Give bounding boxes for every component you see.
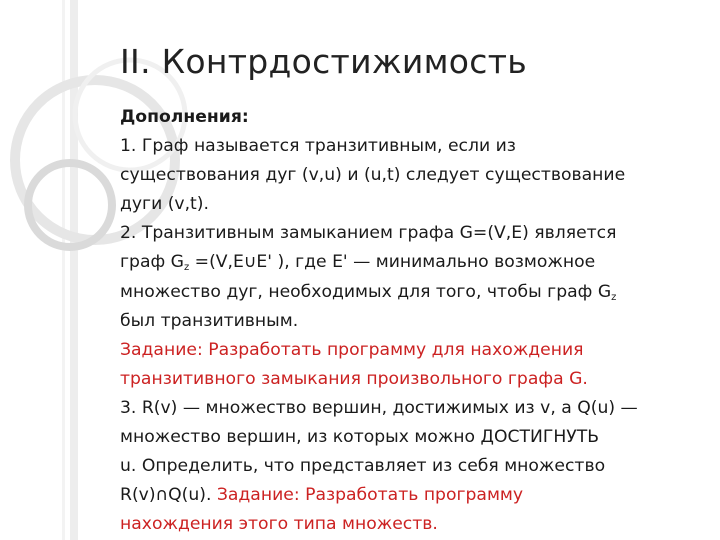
item-2-line-3: [120, 278, 692, 307]
subscript-z-2: z: [611, 291, 617, 303]
graph-gz-text: граф G: [120, 252, 184, 273]
formula-text: =(V,E∪E' ), где E' — минимально возможное: [189, 252, 596, 273]
item-3-line-3: u. Определить, что представляет из себя множество: [120, 456, 606, 477]
edge-set-text: множество дуг, необходимых для того, чтобы граф G: [120, 281, 612, 302]
item-2-line-2: [120, 248, 692, 277]
item-3-line-2: множество вершин, из которых можно ДОСТИГНУТЬ: [120, 427, 600, 448]
item-2-line-4: был транзитивным.: [120, 310, 299, 331]
item-3-line-4: [120, 481, 692, 510]
task-1-line-1: Задание: Разработать программу для нахождения: [120, 339, 584, 360]
task-1-line-2: транзитивного замыкания произвольного графа G.: [120, 368, 588, 389]
intersection-text: R(v)∩Q(u).: [120, 485, 217, 506]
item-2-line-1: 2. Транзитивным замыканием графа G=(V,E) является: [120, 223, 617, 244]
item-1-line-2: существования дуг (v,u) и (u,t) следует существование: [120, 165, 626, 186]
slide-title: II. Контрдостижимость: [120, 42, 528, 81]
slide-body: [120, 103, 692, 539]
task-2-line-2: нахождения этого типа множеств.: [120, 514, 438, 535]
subscript-z: z: [183, 262, 190, 274]
item-1-line-3: дуги (v,t).: [120, 194, 209, 215]
item-1-line-1: 1. Граф называется транзитивным, если из: [120, 136, 516, 157]
task-2-text: Задание: Разработать программу: [216, 485, 524, 506]
heading-additions: Дополнения:: [120, 107, 249, 127]
item-3-line-1: 3. R(v) — множество вершин, достижимых из v, а Q(u) —: [120, 397, 638, 418]
